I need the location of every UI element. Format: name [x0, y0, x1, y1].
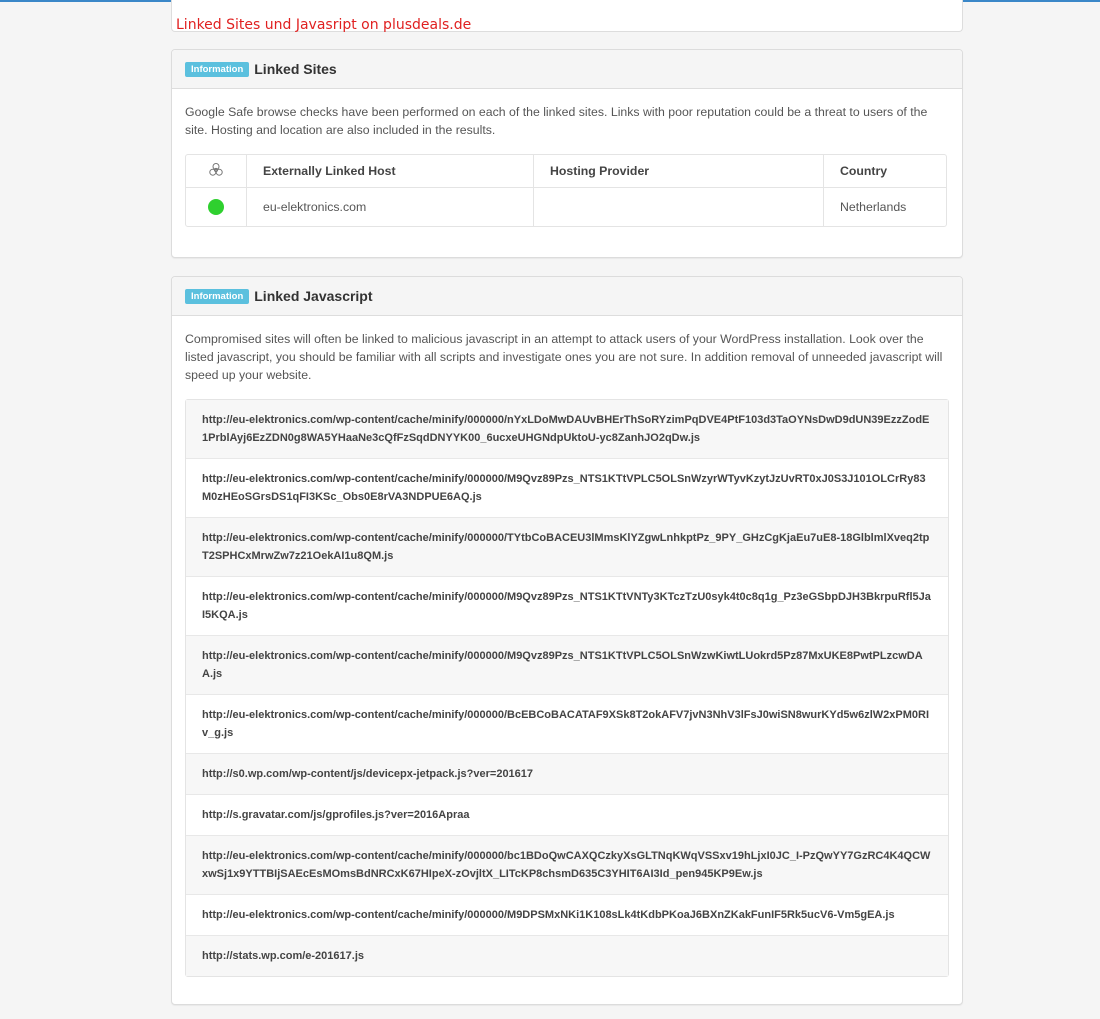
- table-header-row: [186, 155, 946, 188]
- linked-sites-body: [172, 89, 962, 227]
- column-header-host: Externally Linked Host: [247, 155, 534, 188]
- list-item: http://s.gravatar.com/js/gprofiles.js?ver=2016Apraa: [186, 795, 948, 836]
- table-row: [186, 188, 946, 226]
- information-badge: Information: [185, 289, 249, 304]
- list-item: http://eu-elektronics.com/wp-content/cache/minify/000000/TYtbCoBACEU3lMmsKlYZgwLnhkptPz_9PY_GHzCgKjaEu7uE8-18GlblmlXveq2tpT2SPHCxMrwZw7z21OekAI1u8QM.js: [186, 518, 948, 577]
- linked-javascript-description: Compromised sites will often be linked to malicious javascript in an attempt to attack users of your WordPress installation. Look over the listed javascript, you should be familiar with all scripts and investigate ones you are not sure. In addition removal of unneeded javascript will speed up your website.: [185, 332, 943, 382]
- panel-title: Linked Sites: [254, 61, 337, 77]
- panel-title: Linked Javascript: [254, 288, 373, 304]
- list-item: http://eu-elektronics.com/wp-content/cache/minify/000000/bc1BDoQwCAXQCzkyXsGLTNqKWqVSSxv19hLjxI0JC_I-PzQwYY7GzRC4K4QCWxwSj1x9YTTBIjSAEcEsMOmsBdNRCxK67HIpeX-zOvjltX_LITcKP8chsmD635C3YHIT6AI3Id_pen945KP9Ew.js: [186, 836, 948, 895]
- column-header-country: Country: [824, 155, 946, 188]
- linked-javascript-heading: [172, 277, 962, 316]
- safe-status-icon: [208, 199, 224, 215]
- linked-sites-panel: [171, 49, 963, 258]
- list-item: http://eu-elektronics.com/wp-content/cache/minify/000000/BcEBCoBACATAF9XSk8T2okAFV7jvN3NhV3lFsJ0wiSN8wurKYd5w6zlW2xPM0RIv_g.js: [186, 695, 948, 754]
- javascript-list: [185, 399, 949, 977]
- list-item: http://eu-elektronics.com/wp-content/cache/minify/000000/M9Qvz89Pzs_NTS1KTtVPLC5OLSnWzwKiwtLUokrd5Pz87MxUKE8PwtPLzcwDAA.js: [186, 636, 948, 695]
- country-cell: Netherlands: [840, 200, 907, 214]
- list-item: http://stats.wp.com/e-201617.js: [186, 936, 948, 976]
- biohazard-icon: [186, 155, 247, 188]
- information-badge: Information: [185, 62, 249, 77]
- list-item: http://eu-elektronics.com/wp-content/cache/minify/000000/M9DPSMxNKi1K108sLk4tKdbPKoaJ6BXnZKakFunIF5Rk5ucV6-Vm5gEA.js: [186, 895, 948, 936]
- linked-javascript-body: [172, 316, 962, 977]
- host-cell: eu-elektronics.com: [247, 188, 534, 226]
- linked-sites-heading: [172, 50, 962, 89]
- list-item: http://eu-elektronics.com/wp-content/cache/minify/000000/M9Qvz89Pzs_NTS1KTtVNTy3KTczTzU0syk4t0c8q1g_Pz3eGSbpDJH3BkrpuRfl5JaI5KQA.js: [186, 577, 948, 636]
- column-header-provider: Hosting Provider: [534, 155, 824, 188]
- list-item: http://eu-elektronics.com/wp-content/cache/minify/000000/M9Qvz89Pzs_NTS1KTtVPLC5OLSnWzyrWTyvKzytJzUvRT0xJ0S3J101OLCrRy83M0zHEoSGrsDS1qFI3KSc_Obs0E8rVA3NDPUE6AQ.js: [186, 459, 948, 518]
- list-item: http://eu-elektronics.com/wp-content/cache/minify/000000/nYxLDoMwDAUvBHErThSoRYzimPqDVE4PtF103d3TaOYNsDwD9dUN39EzzZodE1PrblAyj6EzZDN0g8WA5YHaaNe3cQfFzSqdDNYYK00_6ucxeUHGNdpUktoU-yc8ZanhJO2qDw.js: [186, 400, 948, 459]
- list-item: http://s0.wp.com/wp-content/js/devicepx-jetpack.js?ver=201617: [186, 754, 948, 795]
- linked-sites-description: Google Safe browse checks have been performed on each of the linked sites. Links with poor reputation could be a threat to users of the site. Hosting and location are also included in the results.: [185, 105, 928, 137]
- provider-cell: [534, 188, 824, 226]
- overlay-title: Linked Sites und Javasript on plusdeals.de: [176, 17, 472, 33]
- linked-javascript-panel: [171, 276, 963, 1005]
- status-cell: [186, 188, 247, 226]
- linked-sites-table: [185, 154, 947, 227]
